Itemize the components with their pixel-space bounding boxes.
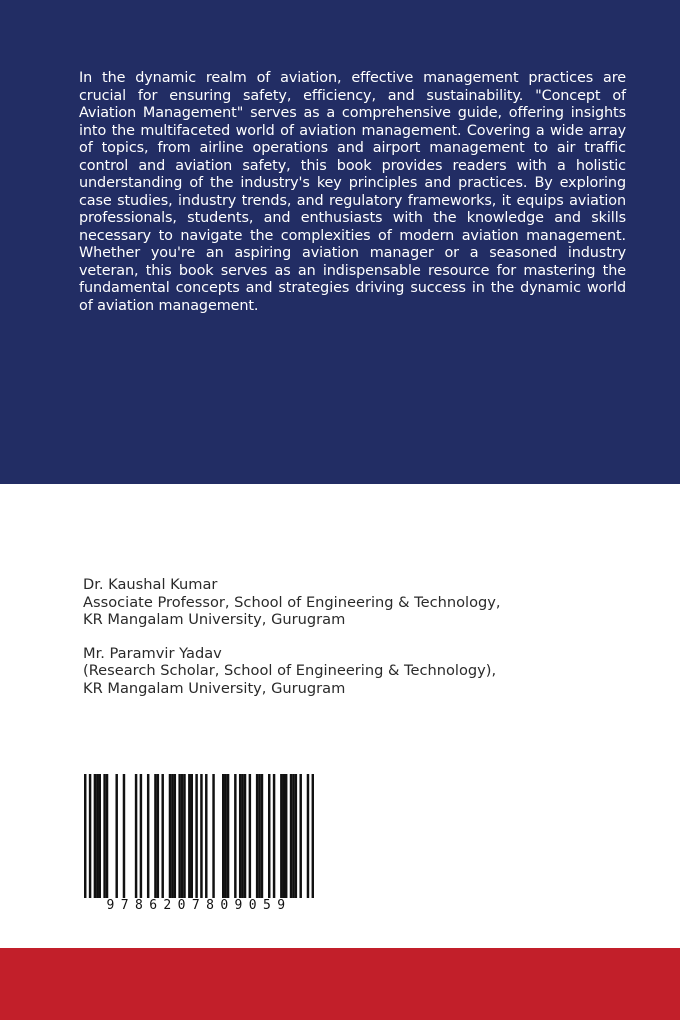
barcode-bar [174,774,176,898]
barcode-bar [307,774,309,898]
barcode-bar [140,774,142,898]
barcode-bar [195,774,197,898]
author-block-2 [83,645,603,698]
barcode-bar [191,774,193,898]
barcode-bar [89,774,91,898]
author-affiliation: KR Mangalam University, Gurugram [83,679,346,697]
barcode-bar [169,774,171,898]
barcode-bar [258,774,260,898]
barcode-bar [161,774,163,898]
barcode-bar [227,774,229,898]
author-info [83,576,603,713]
barcode-bar [123,774,125,898]
author-affiliation: KR Mangalam University, Gurugram [83,611,346,628]
author-position: Associate Professor, School of Engineering & Technology, [83,593,501,611]
barcode-bar [283,774,285,898]
barcode-bar [103,774,105,898]
barcode-bar [290,774,292,898]
barcode-bar [115,774,117,898]
barcode-bar [157,774,159,898]
barcode-bar [188,774,190,898]
author-name: Dr. Kaushal Kumar [83,576,218,593]
author-position: (Research Scholar, School of Engineering & Technology), [83,662,497,679]
barcode-bar [273,774,275,898]
barcode-bar [295,774,297,898]
barcode-bar [268,774,270,898]
barcode-bar [84,774,86,898]
barcode-bar [222,774,224,898]
barcode-bar [256,774,258,898]
barcode-bar [280,774,282,898]
barcode-bar [261,774,263,898]
barcode-bar [239,774,241,898]
barcode-bar [106,774,108,898]
barcode-bar [249,774,251,898]
barcode-bar [178,774,180,898]
top-panel [0,0,680,484]
isbn-barcode [78,768,320,916]
barcode-bar [96,774,98,898]
book-description: In the dynamic realm of aviation, effective management practices are crucial for ensuring safety, efficiency, and sustainability. "Concept of Aviation Management" serves as a comprehensive guide, offering insights into the multifaceted world of aviation management. Covering a wide array of topics, from airline operations and airport management to air traffic control and aviation safety, this book provides readers with a holistic understanding of the industry's key principles and practices. By exploring case studies, industry trends, and regulatory frameworks, it equips aviation professionals, students, and enthusiasts with the knowledge and skills necessary to navigate the complexities of modern aviation management. Whether you're an aspiring aviation manager or a seasoned industry veteran, this book serves as an indispensable resource for mastering the fundamental concepts and strategies driving success in the dynamic world of aviation management. [79,70,626,314]
barcode-bar [292,774,294,898]
barcode-bar [285,774,287,898]
barcode-bar [241,774,243,898]
barcode-bar [99,774,101,898]
author-name: Mr. Paramvir Yadav [83,644,222,662]
barcode-bar [200,774,202,898]
barcode-bar [244,774,246,898]
barcode-digits: 9786207809059 [106,898,292,913]
barcode-bars [84,774,314,898]
author-block-1 [83,576,603,629]
bottom-band [0,948,680,1020]
barcode-bar [299,774,301,898]
barcode-bar [183,774,185,898]
barcode-bar [234,774,236,898]
barcode-bar [171,774,173,898]
barcode-bar [212,774,214,898]
barcode-bar [154,774,156,898]
barcode-bar [94,774,96,898]
barcode-bar [147,774,149,898]
barcode-bar [181,774,183,898]
barcode-bar [224,774,226,898]
barcode-bar [312,774,314,898]
barcode-bar [135,774,137,898]
barcode-bar [205,774,207,898]
